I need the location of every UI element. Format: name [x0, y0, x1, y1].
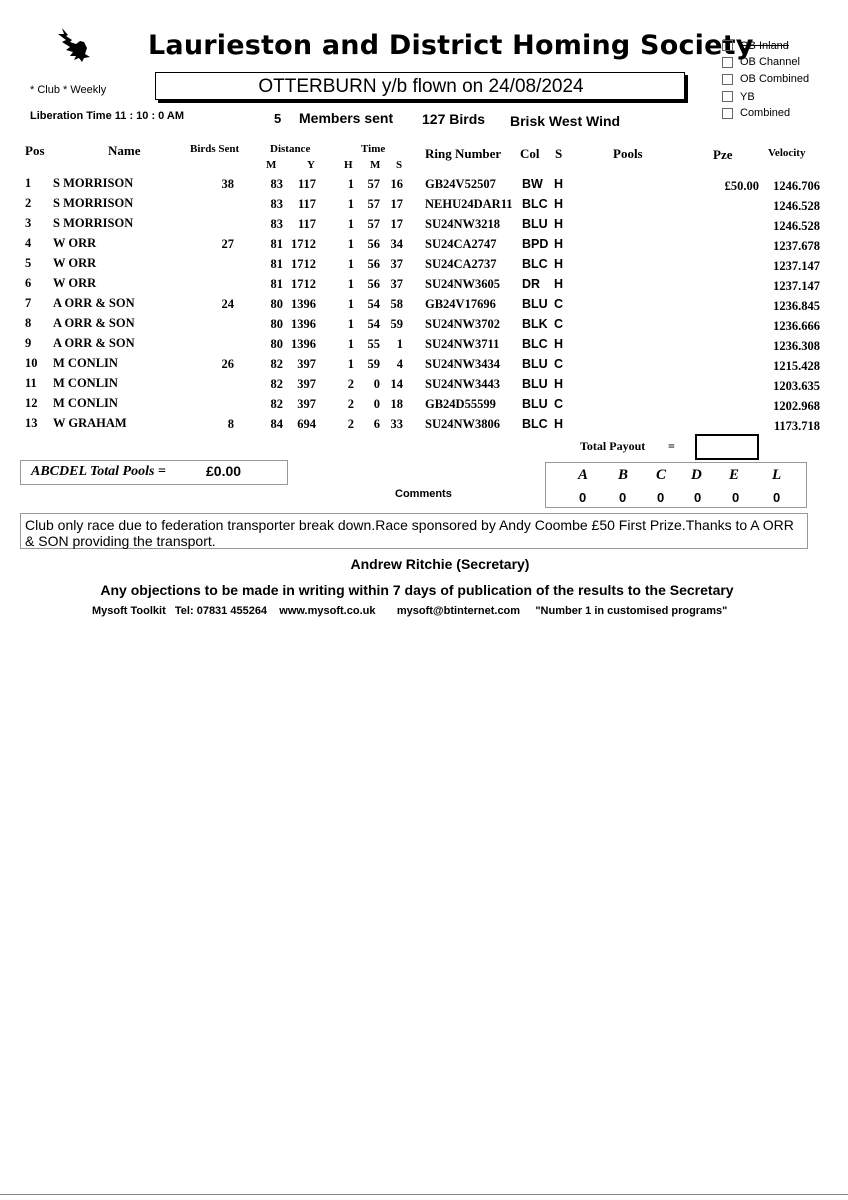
checkbox-yb[interactable]	[722, 91, 733, 102]
col-prize: Pze	[713, 147, 733, 162]
cell-velocity: 1246.706	[773, 179, 820, 193]
cell-miles: 81	[270, 277, 283, 291]
race-type-options	[722, 40, 842, 124]
cell-colour: BW	[522, 177, 543, 191]
cell-pos: 6	[25, 276, 32, 290]
pool-letter-b: B	[618, 467, 629, 483]
pool-value-b: 0	[619, 490, 627, 505]
cell-pos: 8	[25, 316, 32, 330]
pool-letter-d: D	[691, 467, 702, 483]
table-row	[0, 376, 848, 396]
cell-yards: 1396	[291, 337, 316, 351]
cell-hours: 1	[347, 177, 354, 191]
cell-yards: 1712	[291, 277, 316, 291]
cell-colour: BLU	[522, 217, 548, 231]
pool-letter-e: E	[729, 467, 740, 483]
cell-colour: BLC	[522, 197, 548, 211]
cell-minutes: 57	[367, 217, 380, 231]
cell-miles: 80	[270, 297, 283, 311]
cell-miles: 84	[270, 417, 283, 431]
total-payout-label: Total Payout	[580, 439, 646, 453]
cell-minutes: 56	[367, 257, 380, 271]
cell-seconds: 16	[390, 177, 403, 191]
option-label: OB Inland	[740, 40, 789, 52]
cell-name: M CONLIN	[53, 376, 118, 390]
cell-minutes: 54	[367, 297, 380, 311]
cell-colour: BLC	[522, 417, 548, 431]
cell-miles: 81	[270, 237, 283, 251]
cell-miles: 81	[270, 257, 283, 271]
cell-ring: SU24NW3711	[425, 337, 500, 351]
cell-ring: GB24V17696	[425, 297, 496, 311]
cell-seconds: 58	[390, 297, 403, 311]
cell-yards: 117	[297, 197, 316, 211]
cell-miles: 82	[270, 377, 283, 391]
cell-name: A ORR & SON	[53, 316, 135, 330]
cell-sex: C	[554, 317, 564, 331]
cell-sex: C	[554, 397, 564, 411]
cell-seconds: 33	[390, 417, 403, 431]
cell-birds: 24	[221, 297, 234, 311]
cell-colour: BLK	[522, 317, 548, 331]
col-dist-m: M	[266, 159, 277, 171]
race-title-box	[155, 72, 685, 100]
pool-value-e: 0	[732, 490, 740, 505]
cell-ring: GB24V52507	[425, 177, 496, 191]
cell-prize: £50.00	[724, 179, 759, 193]
table-row	[0, 176, 848, 196]
col-dist-y: Y	[307, 159, 315, 171]
cell-velocity: 1203.635	[773, 379, 820, 393]
col-velocity: Velocity	[768, 147, 806, 159]
results-table	[0, 176, 848, 441]
cell-velocity: 1236.845	[773, 299, 820, 313]
cell-ring: SU24NW3605	[425, 277, 501, 291]
cell-pos: 13	[25, 416, 38, 430]
cell-sex: C	[554, 357, 564, 371]
cell-miles: 82	[270, 397, 283, 411]
cell-velocity: 1237.147	[773, 259, 820, 273]
software-tel: Tel: 07831 455264	[174, 605, 268, 617]
cell-colour: BPD	[522, 237, 549, 251]
cell-ring: NEHU24DAR11	[425, 197, 513, 211]
cell-velocity: 1202.968	[773, 399, 820, 413]
total-pools-value: £0.00	[206, 463, 242, 479]
race-title: OTTERBURN y/b flown on 24/08/2024	[258, 76, 584, 97]
checkbox-ob-inland[interactable]	[722, 40, 733, 51]
cell-name: W ORR	[53, 256, 97, 270]
cell-yards: 117	[297, 177, 316, 191]
cell-yards: 694	[297, 417, 316, 431]
table-row	[0, 296, 848, 316]
table-row	[0, 256, 848, 276]
cell-name: S MORRISON	[53, 196, 134, 210]
cell-colour: BLC	[522, 337, 548, 351]
total-pools-label: ABCDEL Total Pools =	[31, 464, 166, 479]
cell-colour: BLU	[522, 357, 548, 371]
cell-pos: 1	[25, 176, 32, 190]
cell-sex: H	[554, 377, 564, 391]
table-row	[0, 196, 848, 216]
cell-velocity: 1246.528	[773, 199, 820, 213]
col-time-h: H	[344, 159, 353, 171]
cell-miles: 82	[270, 357, 283, 371]
pool-value-d: 0	[694, 490, 702, 505]
cell-yards: 397	[297, 397, 316, 411]
cell-sex: H	[554, 257, 564, 271]
total-pools-box	[20, 460, 288, 485]
cell-name: A ORR & SON	[53, 336, 135, 350]
option-label: OB Combined	[740, 73, 810, 85]
cell-birds: 27	[221, 237, 234, 251]
cell-seconds: 17	[390, 197, 403, 211]
checkbox-ob-combined[interactable]	[722, 74, 733, 85]
cell-yards: 1712	[291, 237, 316, 251]
comments-label: Comments	[395, 488, 452, 500]
cell-seconds: 59	[390, 317, 403, 331]
option-label: YB	[740, 91, 755, 103]
society-logo	[54, 26, 94, 69]
cell-sex: H	[554, 417, 564, 431]
cell-colour: BLC	[522, 257, 548, 271]
comments-box	[20, 513, 808, 549]
cell-velocity: 1246.528	[773, 219, 820, 233]
cell-minutes: 57	[367, 197, 380, 211]
col-time-s: S	[396, 159, 403, 171]
pool-breakdown	[545, 462, 807, 508]
col-time: Time	[361, 143, 386, 155]
cell-hours: 1	[347, 277, 354, 291]
col-pos: Pos	[25, 143, 45, 158]
cell-name: A ORR & SON	[53, 296, 135, 310]
cell-pos: 2	[25, 196, 32, 210]
cell-colour: BLU	[522, 397, 548, 411]
cell-yards: 117	[297, 217, 316, 231]
cell-velocity: 1236.308	[773, 339, 820, 353]
cell-hours: 2	[347, 417, 354, 431]
cell-sex: H	[554, 337, 564, 351]
cell-pos: 11	[25, 376, 37, 390]
software-email: mysoft@btinternet.com	[396, 605, 521, 617]
cell-ring: SU24NW3218	[425, 217, 501, 231]
pool-value-c: 0	[657, 490, 665, 505]
cell-seconds: 37	[390, 277, 403, 291]
table-row	[0, 316, 848, 336]
col-ring-number: Ring Number	[425, 146, 502, 161]
pool-letter-l: L	[772, 467, 782, 483]
cell-velocity: 1236.666	[773, 319, 820, 333]
col-name: Name	[108, 143, 141, 158]
table-row	[0, 396, 848, 416]
col-pools: Pools	[613, 146, 643, 161]
cell-hours: 2	[347, 397, 354, 411]
cell-minutes: 0	[373, 397, 380, 411]
checkbox-combined[interactable]	[722, 108, 733, 119]
page-edge-line	[0, 1194, 848, 1195]
cell-seconds: 17	[390, 217, 403, 231]
cell-miles: 80	[270, 317, 283, 331]
cell-sex: H	[554, 277, 564, 291]
cell-miles: 80	[270, 337, 283, 351]
cell-yards: 1396	[291, 317, 316, 331]
cell-minutes: 56	[367, 237, 380, 251]
cell-sex: H	[554, 237, 564, 251]
total-payout-equals: =	[668, 439, 675, 453]
objections-notice: Any objections to be made in writing within 7 days of publication of the results to the Secretary	[100, 582, 734, 598]
pool-value-a: 0	[579, 490, 587, 505]
cell-hours: 1	[347, 257, 354, 271]
checkbox-ob-channel[interactable]	[722, 57, 733, 68]
cell-seconds: 1	[396, 337, 403, 351]
table-row	[0, 276, 848, 296]
cell-pos: 4	[25, 236, 32, 250]
cell-velocity: 1237.678	[773, 239, 820, 253]
cell-pos: 7	[25, 296, 32, 310]
liberation-time: Liberation Time 11 : 10 : 0 AM	[30, 110, 185, 122]
table-row	[0, 356, 848, 376]
cell-ring: SU24CA2747	[425, 237, 497, 251]
cell-hours: 1	[347, 337, 354, 351]
cell-minutes: 6	[373, 417, 380, 431]
cell-minutes: 0	[373, 377, 380, 391]
cell-pos: 3	[25, 216, 32, 230]
page-title: Laurieston and District Homing Society	[148, 30, 754, 61]
table-row	[0, 216, 848, 236]
col-birds-sent: Birds Sent	[190, 143, 240, 155]
cell-velocity: 1173.718	[773, 419, 820, 433]
total-payout-box	[695, 434, 759, 460]
col-sex: S	[555, 146, 563, 161]
table-row	[0, 416, 848, 436]
option-label: OB Channel	[740, 56, 800, 68]
software-name: Mysoft Toolkit	[92, 605, 166, 617]
cell-hours: 1	[347, 297, 354, 311]
pool-value-l: 0	[773, 490, 781, 505]
cell-yards: 397	[297, 377, 316, 391]
table-row	[0, 336, 848, 356]
cell-sex: C	[554, 297, 564, 311]
cell-velocity: 1237.147	[773, 279, 820, 293]
software-website: www.mysoft.co.uk	[279, 605, 376, 617]
cell-pos: 9	[25, 336, 32, 350]
club-type: * Club * Weekly	[30, 84, 107, 96]
comments-text: Club only race due to federation transporter break down.Race sponsored by Andy Coombe £50 First Prize.Thanks to A ORR & SON providing the transport.	[25, 517, 794, 549]
cell-velocity: 1215.428	[773, 359, 820, 373]
cell-ring: SU24NW3443	[425, 377, 501, 391]
cell-name: S MORRISON	[53, 216, 134, 230]
cell-pos: 5	[25, 256, 32, 270]
cell-colour: BLU	[522, 297, 548, 311]
cell-name: S MORRISON	[53, 176, 134, 190]
cell-seconds: 14	[390, 377, 403, 391]
cell-birds: 38	[221, 177, 234, 191]
footer-credits	[92, 605, 727, 617]
secretary-name: Andrew Ritchie (Secretary)	[350, 556, 530, 572]
cell-hours: 1	[347, 317, 354, 331]
cell-yards: 1712	[291, 257, 316, 271]
cell-name: W ORR	[53, 276, 97, 290]
col-colour: Col	[520, 146, 540, 161]
cell-minutes: 55	[367, 337, 380, 351]
software-slogan: "Number 1 in customised programs"	[535, 605, 728, 617]
cell-ring: SU24NW3702	[425, 317, 501, 331]
cell-seconds: 4	[396, 357, 403, 371]
col-distance: Distance	[270, 143, 311, 155]
cell-pos: 10	[25, 356, 38, 370]
cell-sex: H	[554, 217, 564, 231]
cell-minutes: 59	[367, 357, 380, 371]
cell-pos: 12	[25, 396, 38, 410]
cell-sex: H	[554, 177, 564, 191]
cell-ring: SU24NW3434	[425, 357, 501, 371]
cell-miles: 83	[270, 217, 283, 231]
cell-hours: 1	[347, 197, 354, 211]
cell-name: M CONLIN	[53, 356, 118, 370]
table-row	[0, 236, 848, 256]
members-label: Members sent	[299, 110, 394, 126]
pool-letter-c: C	[656, 467, 667, 483]
cell-name: W GRAHAM	[53, 416, 127, 430]
cell-miles: 83	[270, 197, 283, 211]
cell-ring: GB24D55599	[425, 397, 496, 411]
cell-ring: SU24NW3806	[425, 417, 501, 431]
cell-hours: 1	[347, 357, 354, 371]
cell-sex: H	[554, 197, 564, 211]
cell-seconds: 34	[390, 237, 403, 251]
cell-yards: 1396	[291, 297, 316, 311]
cell-name: W ORR	[53, 236, 97, 250]
cell-colour: BLU	[522, 377, 548, 391]
cell-hours: 1	[347, 237, 354, 251]
cell-colour: DR	[522, 277, 541, 291]
cell-yards: 397	[297, 357, 316, 371]
cell-seconds: 18	[390, 397, 403, 411]
pool-letter-a: A	[578, 467, 589, 483]
cell-hours: 1	[347, 217, 354, 231]
cell-name: M CONLIN	[53, 396, 118, 410]
cell-seconds: 37	[390, 257, 403, 271]
wind-conditions: Brisk West Wind	[510, 113, 621, 129]
cell-ring: SU24CA2737	[425, 257, 497, 271]
birds-total: 127 Birds	[422, 111, 486, 127]
cell-minutes: 56	[367, 277, 380, 291]
cell-minutes: 54	[367, 317, 380, 331]
cell-birds: 26	[221, 357, 234, 371]
option-label: Combined	[740, 107, 791, 119]
cell-birds: 8	[227, 417, 234, 431]
cell-hours: 2	[347, 377, 354, 391]
members-count: 5	[274, 111, 282, 126]
cell-miles: 83	[270, 177, 283, 191]
col-time-m: M	[370, 159, 381, 171]
cell-minutes: 57	[367, 177, 380, 191]
